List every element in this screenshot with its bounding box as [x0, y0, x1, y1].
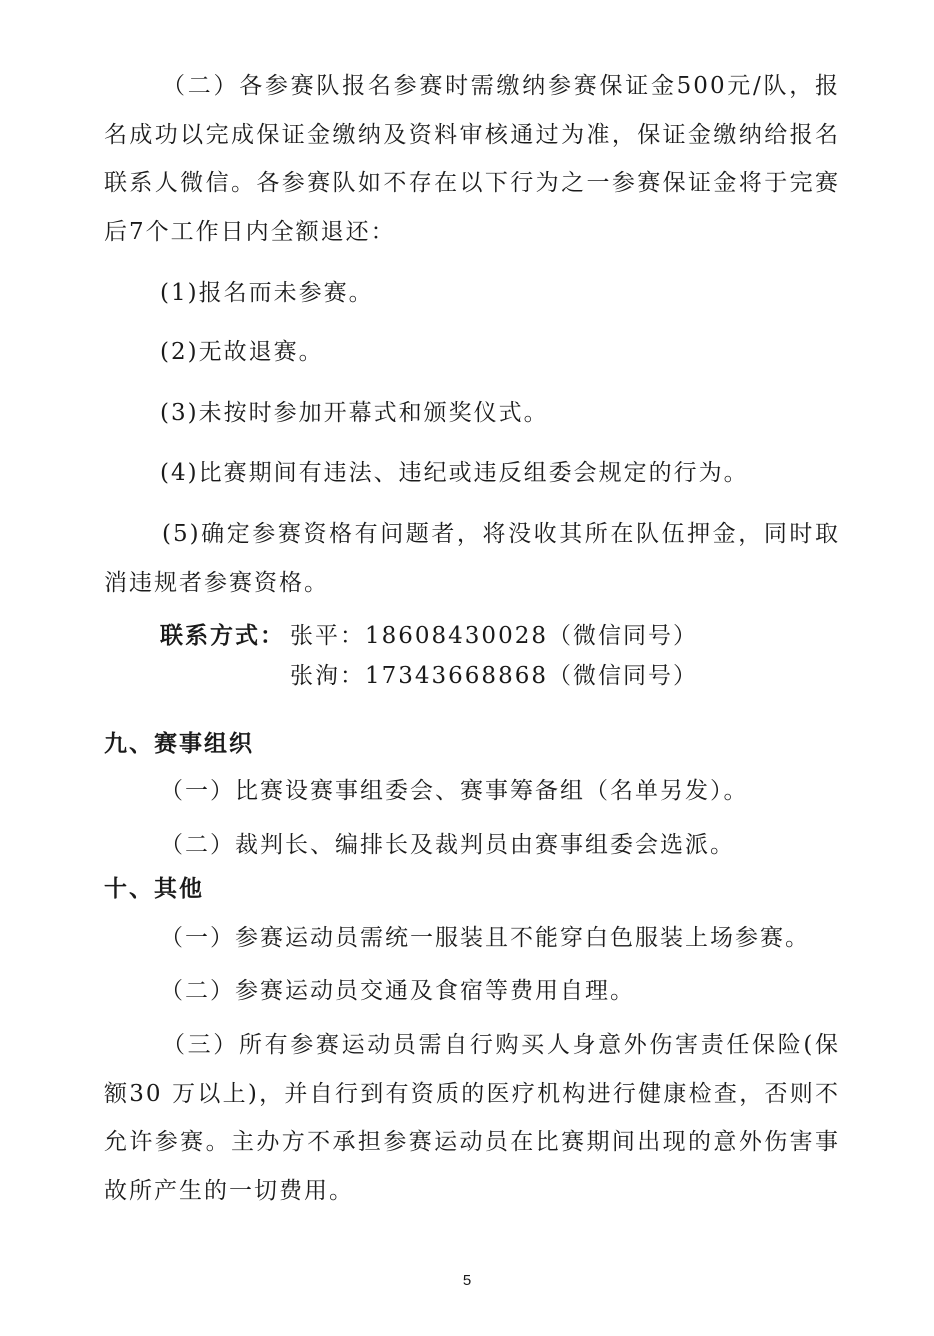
- rule-item-3: (3)未按时参加开幕式和颁奖仪式。: [160, 400, 549, 426]
- contact-label: 联系方式：: [160, 623, 285, 649]
- contact-line-2: 张洵：17343668868（微信同号）: [290, 663, 698, 689]
- section9-paragraph-1: （一）比赛设赛事组委会、赛事筹备组（名单另发）。: [160, 778, 749, 804]
- rule-item-5: (5)确定参赛资格有问题者，将没收其所在队伍押金，同时取消违规者参赛资格。: [104, 521, 840, 596]
- section10-paragraph-3: （三）所有参赛运动员需自行购买人身意外伤害责任保险(保额30 万以上)，并自行到有资质的医疗机构进行健康检查，否则不允许参赛。主办方不承担参赛运动员在比赛期间出现的意外伤害事故所产生的一切费用。: [104, 1032, 840, 1204]
- deposit-paragraph: （二）各参赛队报名参赛时需缴纳参赛保证金500元/队，报名成功以完成保证金缴纳及资料审核通过为准，保证金缴纳给报名联系人微信。各参赛队如不存在以下行为之一参赛保证金将于完赛后7个工作日内全额退还：: [104, 73, 840, 245]
- section9-paragraph-2: （二）裁判长、编排长及裁判员由赛事组委会选派。: [160, 832, 735, 858]
- section-heading-10: 十、其他: [104, 876, 204, 902]
- rule-item-1: (1)报名而未参赛。: [160, 280, 374, 306]
- rule-item-2: (2)无故退赛。: [160, 339, 324, 365]
- section10-paragraph-2: （二）参赛运动员交通及食宿等费用自理。: [160, 978, 635, 1004]
- rule-item-4: (4)比赛期间有违法、违纪或违反组委会规定的行为。: [160, 460, 749, 486]
- section10-paragraph-1: （一）参赛运动员需统一服装且不能穿白色服装上场参赛。: [160, 925, 810, 951]
- contact-line-1: 张平：18608430028（微信同号）: [290, 623, 698, 649]
- section-heading-9: 九、赛事组织: [104, 731, 254, 757]
- page-number: 5: [462, 1272, 472, 1289]
